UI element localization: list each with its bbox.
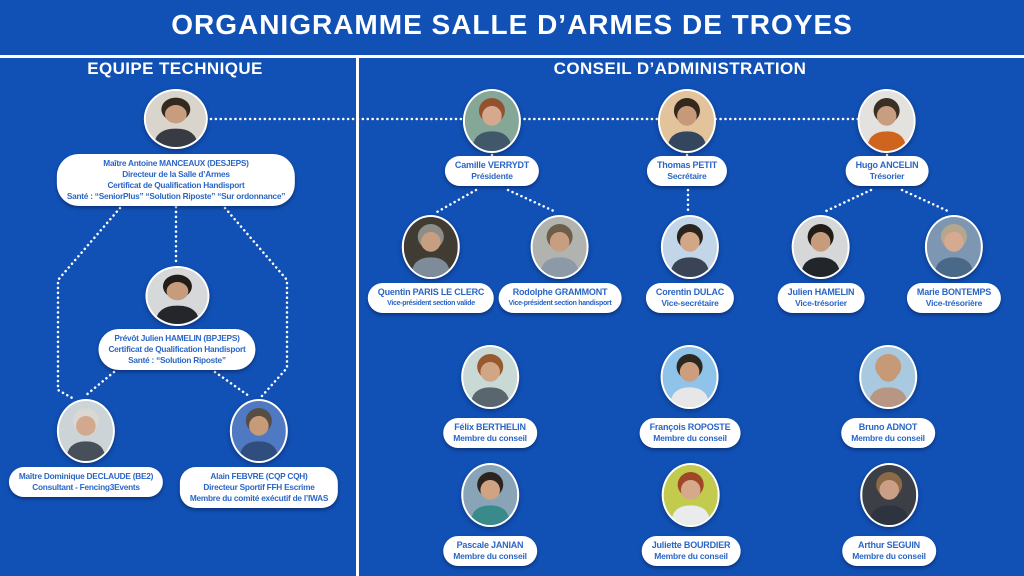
card-quentin-paris-le-clerc (368, 283, 494, 313)
person-corentin-dulac (646, 215, 734, 313)
person-role: Directeur Sportif FFH Escrime (203, 482, 315, 492)
person-labels: Santé : “Solution Riposte” (128, 355, 226, 365)
person-name: Rodolphe GRAMMONT (512, 287, 608, 297)
card-juliette-bourdier (642, 536, 741, 566)
avatar-pascale-janian (461, 463, 519, 527)
avatar-marie-bontemps (925, 215, 983, 279)
person-juliette-bourdier (642, 463, 741, 566)
card-thomas-petit (647, 156, 727, 186)
person-name: Hugo ANCELIN (855, 160, 919, 170)
connector-hamelin-declaude (85, 372, 114, 396)
person-role: Vice-président section handisport (508, 300, 612, 307)
person-labels: Membre du comité exécutif de l’IWAS (189, 493, 329, 503)
card-francois-roposte (640, 418, 741, 448)
person-name: Bruno ADNOT (858, 422, 918, 432)
person-role: Vice-secrétaire (661, 298, 719, 308)
card-arthur-seguin (842, 536, 936, 566)
person-role: Trésorier (869, 171, 905, 181)
person-role: Consultant - Fencing3Events (32, 482, 140, 492)
person-camille-verrydt (445, 89, 539, 186)
person-name: Marie BONTEMPS (916, 287, 992, 297)
person-francois-roposte (640, 345, 741, 448)
avatar-rodolphe-grammont (531, 215, 589, 279)
person-name: Quentin PARIS LE CLERC (377, 287, 485, 297)
person-role: Vice-président section valide (387, 300, 475, 307)
card-julien-hamelin-vice (778, 283, 865, 313)
connector-ancelin-bontemps (902, 190, 950, 212)
person-rodolphe-grammont (499, 215, 622, 313)
person-bruno-adnot (841, 345, 935, 448)
person-pascale-janian (443, 463, 537, 566)
card-pascale-janian (443, 536, 537, 566)
person-role: Membre du conseil (453, 433, 527, 443)
person-name: Prévôt Julien HAMELIN (BPJEPS) (114, 333, 240, 343)
person-name: François ROPOSTE (649, 422, 731, 432)
avatar-dominique-declaude (57, 399, 115, 463)
person-role: Membre du conseil (654, 551, 728, 561)
avatar-bruno-adnot (859, 345, 917, 409)
card-dominique-declaude (9, 467, 163, 497)
person-qualification: Certificat de Qualification Handisport (108, 344, 246, 354)
avatar-juliette-bourdier (662, 463, 720, 527)
person-role: Secrétaire (667, 171, 707, 181)
person-name: Thomas PETIT (656, 160, 718, 170)
person-name: Arthur SEGUIN (858, 540, 920, 550)
page-title: ORGANIGRAMME SALLE D’ARMES DE TROYES (171, 9, 853, 40)
connector-verrydt-paris (437, 190, 476, 212)
connector-ancelin-hamelin (824, 190, 871, 212)
person-role: Membre du conseil (453, 551, 527, 561)
card-hugo-ancelin (846, 156, 929, 186)
person-role: Directeur de la Salle d’Armes (122, 169, 230, 179)
card-antoine-manceaux (57, 154, 295, 206)
avatar-thomas-petit (658, 89, 716, 153)
person-name: Camille VERRYDT (454, 160, 530, 170)
avatar-francois-roposte (661, 345, 719, 409)
person-role: Vice-trésorier (795, 298, 847, 308)
person-name: Félix BERTHELIN (454, 422, 526, 432)
person-julien-hamelin-technique (98, 266, 255, 370)
avatar-julien-hamelin-vice (792, 215, 850, 279)
person-quentin-paris-le-clerc (368, 215, 494, 313)
person-labels: Santé : “SeniorPlus” “Solution Riposte” “Sur ordonnance” (66, 191, 286, 201)
card-marie-bontemps (907, 283, 1001, 313)
person-role: Membre du conseil (851, 433, 925, 443)
person-name: Maître Dominique DECLAUDE (BE2) (18, 471, 154, 481)
card-rodolphe-grammont (499, 283, 622, 313)
person-julien-hamelin-vice (778, 215, 865, 313)
avatar-quentin-paris-le-clerc (402, 215, 460, 279)
person-name: Alain FEBVRE (CQP CQH) (210, 471, 308, 481)
card-alain-febvre (180, 467, 338, 508)
avatar-arthur-seguin (860, 463, 918, 527)
person-felix-berthelin (443, 345, 537, 448)
person-alain-febvre (180, 399, 338, 508)
person-role: Présidente (471, 171, 513, 181)
person-role: Vice-trésorière (925, 298, 983, 308)
avatar-alain-febvre (230, 399, 288, 463)
person-name: Pascale JANIAN (456, 540, 524, 550)
card-felix-berthelin (443, 418, 537, 448)
person-name: Juliette BOURDIER (651, 540, 731, 550)
avatar-julien-hamelin-technique (145, 266, 209, 326)
avatar-hugo-ancelin (858, 89, 916, 153)
connector-hamelin-febvre (215, 372, 249, 396)
card-corentin-dulac (646, 283, 734, 313)
avatar-camille-verrydt (463, 89, 521, 153)
person-hugo-ancelin (846, 89, 929, 186)
section-header-administration: CONSEIL D’ADMINISTRATION (553, 59, 807, 78)
person-arthur-seguin (842, 463, 936, 566)
person-dominique-declaude (9, 399, 163, 497)
card-camille-verrydt (445, 156, 539, 186)
person-thomas-petit (647, 89, 727, 186)
person-name: Corentin DULAC (655, 287, 725, 297)
avatar-antoine-manceaux (144, 89, 208, 149)
person-role: Membre du conseil (852, 551, 926, 561)
avatar-corentin-dulac (661, 215, 719, 279)
person-name: Julien HAMELIN (787, 287, 855, 297)
card-bruno-adnot (841, 418, 935, 448)
person-antoine-manceaux (57, 89, 295, 206)
avatar-felix-berthelin (461, 345, 519, 409)
section-header-technique: EQUIPE TECHNIQUE (87, 59, 263, 78)
connector-verrydt-grammont (508, 190, 556, 212)
person-role: Membre du conseil (653, 433, 727, 443)
person-name: Maître Antoine MANCEAUX (DESJEPS) (103, 158, 249, 168)
person-qualification: Certificat de Qualification Handisport (107, 180, 245, 190)
card-julien-hamelin-technique (98, 329, 255, 370)
person-marie-bontemps (907, 215, 1001, 313)
